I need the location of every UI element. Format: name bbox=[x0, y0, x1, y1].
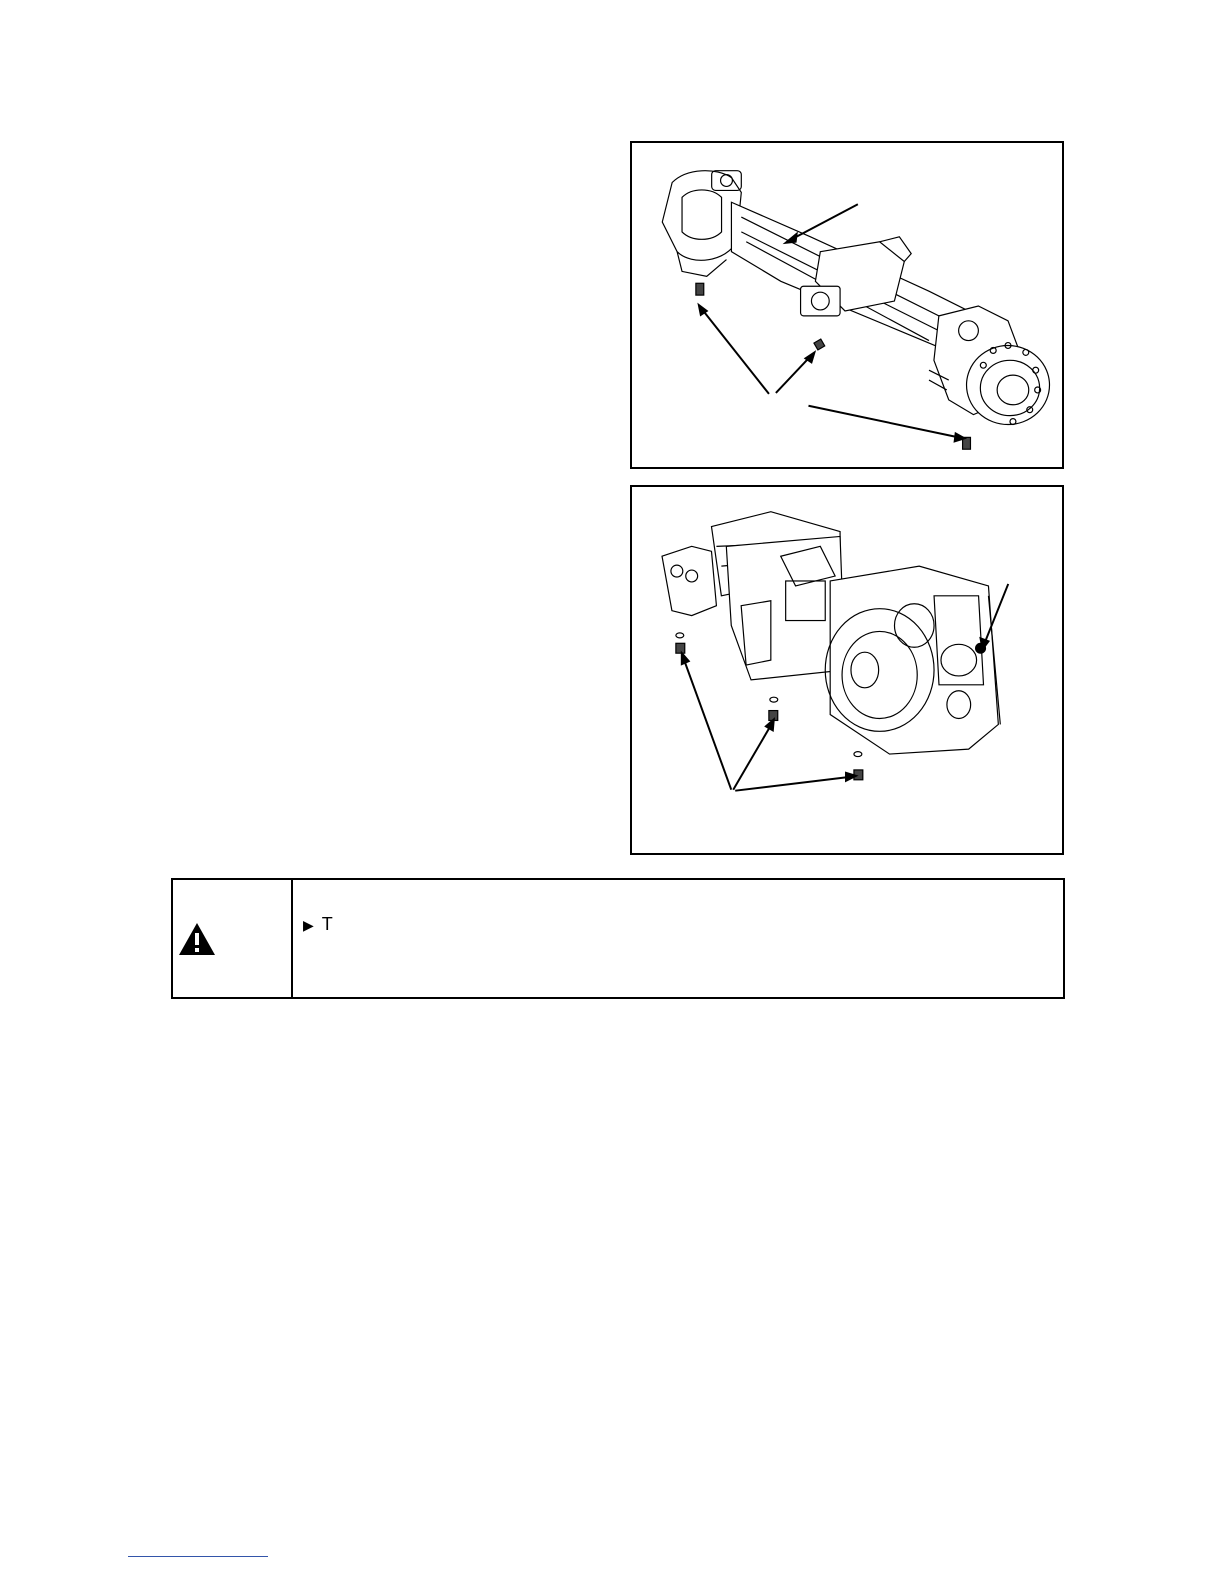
front-axle-figure bbox=[630, 141, 1064, 469]
caution-icon-cell bbox=[173, 880, 293, 997]
front-axle-diagram bbox=[632, 143, 1062, 467]
transmission-figure bbox=[630, 485, 1064, 855]
caution-text: T bbox=[321, 914, 333, 934]
warning-triangle-icon bbox=[177, 921, 217, 957]
bullet-arrow-icon: ▶ bbox=[303, 917, 314, 933]
transmission-case-diagram bbox=[632, 487, 1062, 853]
caution-box bbox=[171, 878, 1065, 999]
footer-rule bbox=[128, 1556, 268, 1557]
caution-text-cell bbox=[293, 880, 1063, 997]
